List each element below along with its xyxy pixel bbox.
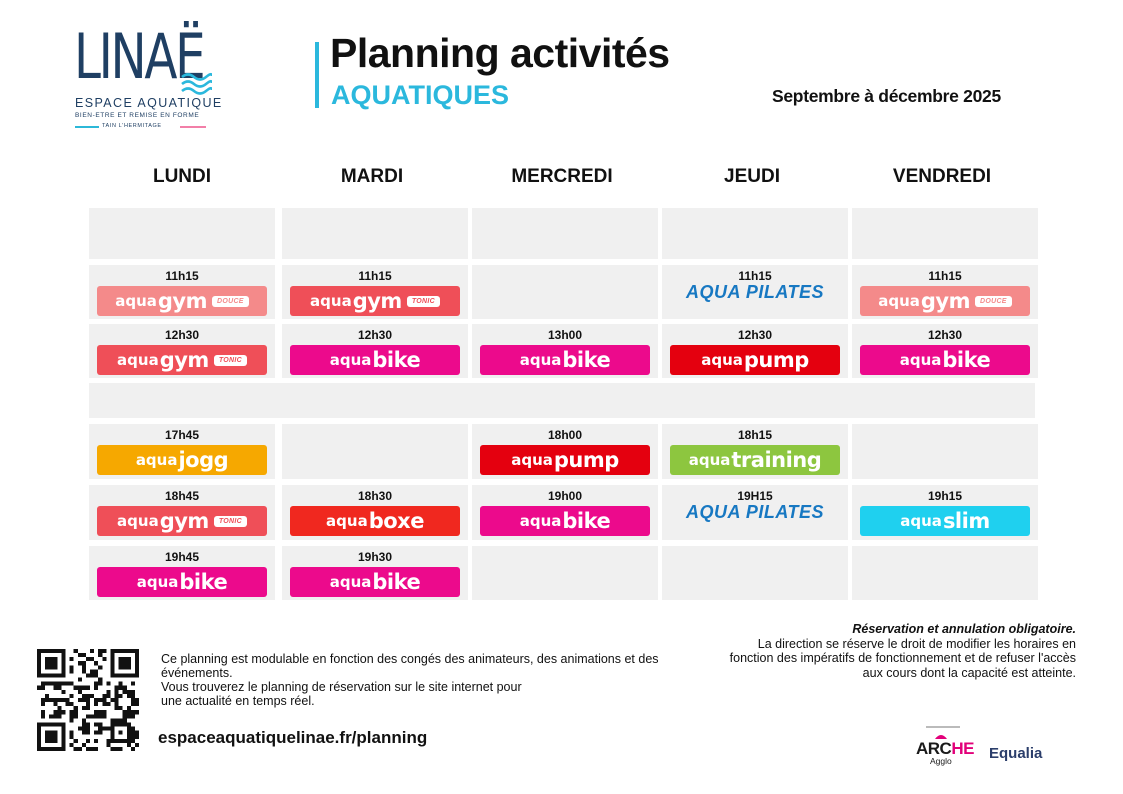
activity-badge [97,567,267,597]
activity-name: boxe [368,509,424,533]
day-header-lundi: LUNDI [152,166,212,187]
class-slot [662,324,848,378]
activity-badge [480,445,650,475]
page-title: Planning activités [330,30,670,76]
activity-badge [670,345,840,375]
brand-prefix: aqua [701,351,743,369]
activity-name: slim [942,509,990,533]
activity-name: bike [942,348,991,372]
activity-tag: TONIC [214,355,247,366]
slot-time: 18h15 [737,428,773,442]
schedule-cell [852,546,1038,600]
arche-wordmark-part1: ARC [916,739,952,758]
activity-badge [860,345,1030,375]
brand-prefix: aqua [688,451,731,469]
schedule-cell [282,424,468,479]
activity-badge [480,506,650,536]
activity-label: AQUA PILATES [685,502,824,522]
slot-time: 11h15 [928,269,962,283]
info-text [161,652,691,708]
brand-prefix: aqua [878,292,920,310]
activity-name: gym [920,289,970,313]
slot-time: 13h00 [547,328,583,342]
slot-time: 19h30 [357,550,393,564]
class-slot [89,265,275,319]
activity-tag: DOUCE [975,296,1012,307]
activity-tag: TONIC [214,516,247,527]
activity-badge [97,345,267,375]
activity-name: bike [562,509,611,533]
arche-wordmark-part2: HE [951,739,974,758]
brand-prefix: aqua [899,351,942,369]
info-line-2: Vous trouverez le planning de réservation sur le site internet pour une actualité en temps réel. [161,680,522,708]
class-slot [282,546,468,600]
title-accent-bar [315,42,319,108]
slot-time: 12h30 [737,328,773,342]
activity-name: bike [372,570,421,594]
day-header-mercredi: MERCREDI [511,166,613,187]
arche-logo-rule [926,726,960,728]
activity-badge [860,506,1030,536]
class-slot [472,424,658,479]
slot-time: 12h30 [357,328,393,342]
slot-time: 12h30 [164,328,200,342]
brand-prefix: aqua [117,512,159,530]
period-label: Septembre à décembre 2025 [772,86,1001,106]
class-slot [282,324,468,378]
class-slot [89,546,275,600]
activity-tag: DOUCE [212,296,249,307]
schedule-cell [662,208,848,259]
schedule-cell [472,208,658,259]
slot-time: 17h45 [164,428,200,442]
logo-place: TAIN L'HERMITAGE [102,123,162,129]
class-slot [282,265,468,319]
activity-badge [670,445,840,475]
activity-badge [97,506,267,536]
class-slot [852,324,1038,378]
schedule-cell [852,424,1038,479]
activity-name: pump [743,348,809,372]
activity-name: jogg [178,448,229,472]
brand-prefix: aqua [115,292,157,310]
class-slot [89,485,275,540]
brand-prefix: aqua [136,573,179,591]
reservation-notice [716,622,1076,680]
brand-prefix: aqua [310,292,352,310]
slot-time: 18h00 [547,428,583,442]
schedule-cell [662,546,848,600]
brand-prefix: aqua [329,351,372,369]
activity-badge [97,286,267,316]
activity-name: pump [553,448,619,472]
activity-badge [290,506,460,536]
slot-time: 19H15 [737,489,773,503]
class-slot [282,485,468,540]
day-header-vendredi: VENDREDI [892,166,992,187]
brand-prefix: aqua [326,512,368,530]
qr-code[interactable] [37,649,139,751]
slot-time: 19h15 [927,489,963,503]
class-slot [852,265,1038,319]
logo-rule-left [75,126,99,128]
slot-time: 11h15 [165,269,199,283]
waves-icon [180,72,212,96]
slot-time: 12h30 [927,328,963,342]
class-slot [89,424,275,479]
slot-time: 11h15 [738,269,772,283]
activity-name: bike [562,348,611,372]
logo-tagline: BIEN-ETRE ET REMISE EN FORME [75,112,200,119]
brand-prefix: aqua [117,351,159,369]
class-slot [89,324,275,378]
midday-separator [89,383,1035,418]
day-header-jeudi: JEUDI [724,166,780,187]
page-subtitle: AQUATIQUES [331,80,510,110]
logo-subtitle: ESPACE AQUATIQUE [75,96,223,110]
slot-time: 11h15 [358,269,392,283]
class-slot [662,265,848,319]
info-line-1: Ce planning est modulable en fonction des congés des animateurs, des animations et des événements. [161,652,659,680]
notice-title: Réservation et annulation obligatoire. [852,622,1076,636]
brand-prefix: aqua [519,351,562,369]
schedule-cell [282,208,468,259]
notice-text: La direction se réserve le droit de modifier les horaires en fonction des impératifs de fonctionnement et de refuser l'accès aux cours dont la capacité est atteinte. [729,636,1076,680]
activity-tag: TONIC [407,296,440,307]
class-slot [662,424,848,479]
class-slot [472,485,658,540]
schedule-cell [852,208,1038,259]
activity-name: gym [159,348,209,372]
slot-time: 18h45 [164,489,200,503]
brand-prefix: aqua [900,512,942,530]
activity-badge [290,567,460,597]
class-slot [852,485,1038,540]
activity-name: gym [159,509,209,533]
slot-time: 19h00 [547,489,583,503]
class-slot [472,324,658,378]
activity-name: gym [157,289,207,313]
activity-label: AQUA PILATES [685,282,824,302]
activity-name: bike [372,348,421,372]
brand-prefix: aqua [511,451,553,469]
activity-name: gym [352,289,402,313]
arche-agglo-label: Agglo [930,756,952,766]
brand-prefix: aqua [519,512,562,530]
linae-logo [72,20,223,132]
activity-badge [480,345,650,375]
class-slot [662,485,848,540]
arche-agglo-logo [914,722,972,768]
schedule-cell [472,265,658,319]
logo-name: LINAË [74,20,204,93]
planning-url-link[interactable]: espaceaquatiquelinae.fr/planning [158,728,428,747]
slot-time: 18h30 [357,489,393,503]
activity-badge [290,345,460,375]
activity-badge [860,286,1030,316]
brand-prefix: aqua [329,573,372,591]
brand-prefix: aqua [135,451,178,469]
activity-name: training [731,448,822,472]
schedule-cell [472,546,658,600]
activity-name: bike [179,570,228,594]
equalia-logo: Equalia [989,745,1043,762]
logo-rule-right [180,126,206,128]
activity-badge [290,286,460,316]
day-header-mardi: MARDI [340,166,404,187]
activity-badge [97,445,267,475]
schedule-cell [89,208,275,259]
slot-time: 19h45 [164,550,200,564]
